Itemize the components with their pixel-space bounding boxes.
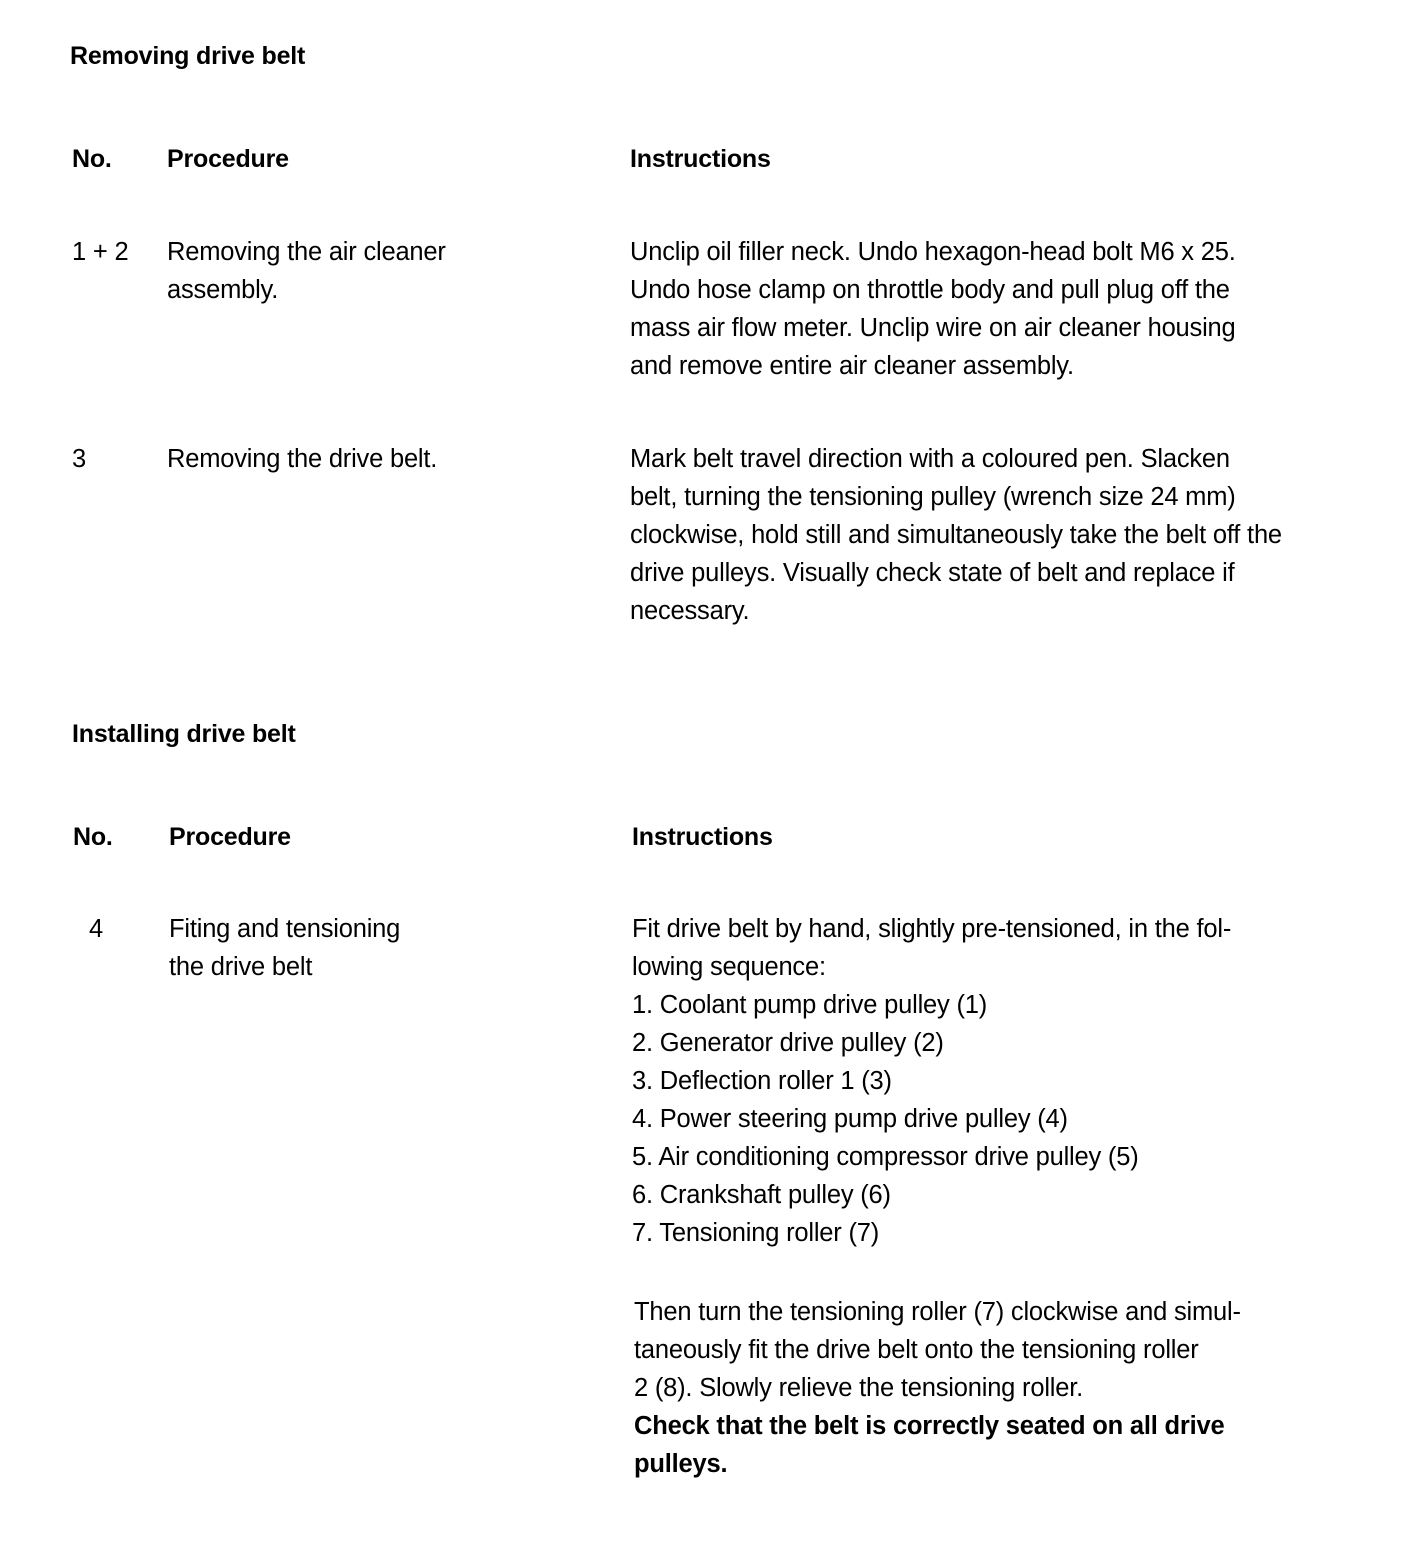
instruction-line: drive pulleys. Visually check state of belt and replace if [630,559,1235,587]
step-number: 1 + 2 [72,238,129,266]
installing-header-no: No. [73,823,113,851]
step-number: 4 [89,915,103,943]
procedure-line: Fiting and tensioning [169,915,401,943]
instruction-line: lowing sequence: [632,953,826,981]
warning-line: pulleys. [634,1450,728,1478]
removing-header-instructions: Instructions [630,145,771,173]
removing-header-no: No. [72,145,112,173]
instruction-line: belt, turning the tensioning pulley (wrench size 24 mm) [630,483,1236,511]
list-item: 2. Generator drive pulley (2) [632,1029,944,1057]
procedure-text [167,440,607,478]
installing-header-instructions: Instructions [632,823,773,851]
step-number: 3 [72,445,86,473]
installing-header-procedure: Procedure [169,823,291,851]
procedure-line: Removing the air cleaner [167,238,446,266]
instruction-line: Fit drive belt by hand, slightly pre-tensioned, in the fol- [632,915,1232,943]
list-item: 4. Power steering pump drive pulley (4) [632,1105,1068,1133]
instruction-line: taneously fit the drive belt onto the tensioning roller [634,1336,1199,1364]
procedure-text [169,910,609,986]
list-item: 7. Tensioning roller (7) [632,1219,880,1247]
instructions-text [630,440,1360,630]
instruction-line: Mark belt travel direction with a coloured pen. Slacken [630,445,1230,473]
warning-line: Check that the belt is correctly seated on all drive [634,1412,1225,1440]
instructions-text [630,233,1360,385]
belt-sequence-list [632,986,1362,1252]
instruction-line: Undo hose clamp on throttle body and pull plug off the [630,276,1230,304]
section-title-removing: Removing drive belt [70,42,306,70]
list-item: 1. Coolant pump drive pulley (1) [632,991,988,1019]
instruction-line: Then turn the tensioning roller (7) clockwise and simul- [634,1298,1241,1326]
followup-instructions [634,1293,1364,1483]
instruction-line: mass air flow meter. Unclip wire on air cleaner housing [630,314,1236,342]
instructions-text [632,910,1362,1252]
instruction-line: necessary. [630,597,750,625]
instruction-line: 2 (8). Slowly relieve the tensioning roller. [634,1374,1084,1402]
removing-header-procedure: Procedure [167,145,289,173]
list-item: 3. Deflection roller 1 (3) [632,1067,892,1095]
instruction-line: Unclip oil filler neck. Undo hexagon-head bolt M6 x 25. [630,238,1236,266]
list-item: 5. Air conditioning compressor drive pulley (5) [632,1143,1139,1171]
procedure-text [167,233,607,309]
procedure-line: assembly. [167,276,279,304]
procedure-line: Removing the drive belt. [167,445,438,473]
instruction-line: and remove entire air cleaner assembly. [630,352,1074,380]
procedure-line: the drive belt [169,953,313,981]
section-title-installing: Installing drive belt [72,720,296,748]
list-item: 6. Crankshaft pulley (6) [632,1181,891,1209]
instruction-line: clockwise, hold still and simultaneously take the belt off the [630,521,1282,549]
